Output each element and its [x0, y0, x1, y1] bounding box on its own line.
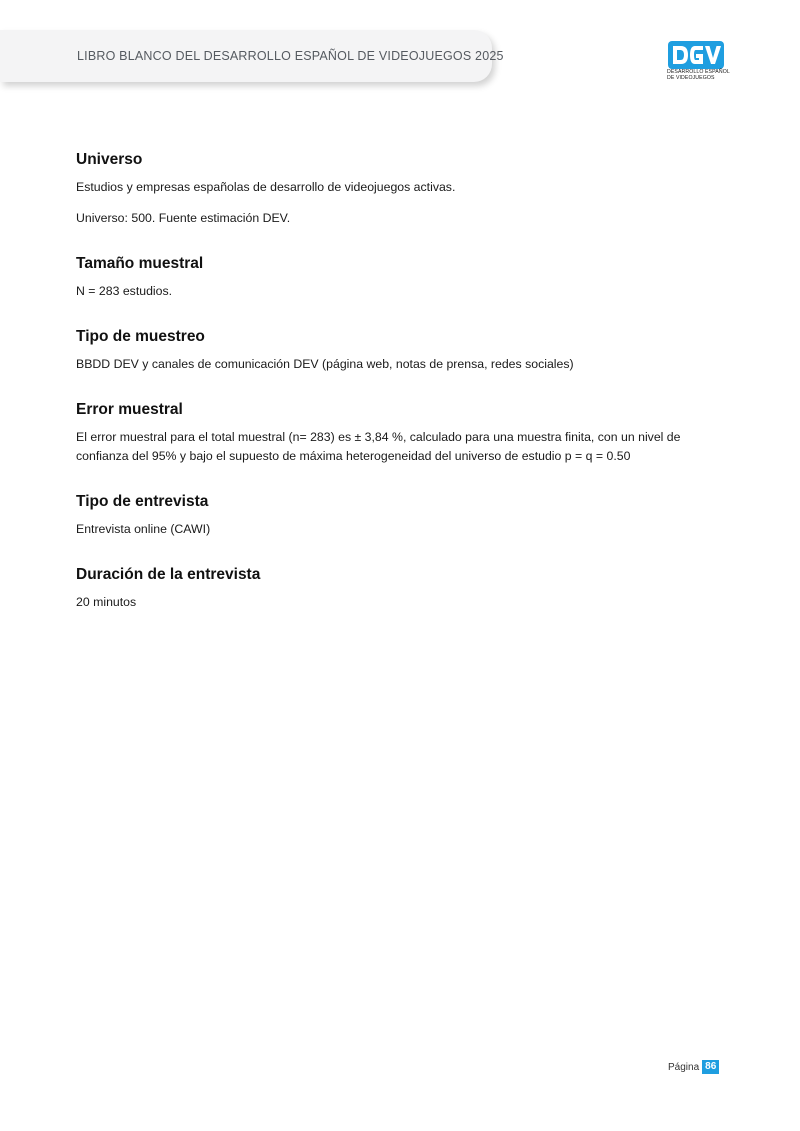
page-footer [668, 1060, 719, 1074]
document-title: LIBRO BLANCO DEL DESARROLLO ESPAÑOL DE VIDEOJUEGOS 2025 [77, 49, 504, 63]
dev-logo-subtitle [667, 69, 730, 81]
section-heading: Duración de la entrevista [76, 566, 261, 583]
logo-subtitle-line2: DE VIDEOJUEGOS [667, 74, 715, 81]
dev-logo [667, 41, 730, 83]
section-paragraph: Entrevista online (CAWI) [76, 522, 211, 536]
section-heading: Tipo de muestreo [76, 328, 205, 345]
section-error-muestral [76, 400, 724, 466]
section-duracion-entrevista [76, 565, 724, 612]
section-paragraph: Universo: 500. Fuente estimación DEV. [76, 211, 291, 225]
main-content [76, 150, 724, 638]
section-paragraph: Estudios y empresas españolas de desarrollo de videojuegos activas. [76, 180, 456, 194]
page-number-badge: 86 [702, 1060, 719, 1074]
section-tipo-de-entrevista [76, 492, 724, 539]
logo-subtitle-line1: DESARROLLO ESPAÑOL [667, 69, 730, 75]
section-paragraph: 20 minutos [76, 595, 137, 609]
section-universo [76, 150, 724, 228]
section-heading: Tamaño muestral [76, 255, 204, 272]
section-paragraph: BBDD DEV y canales de comunicación DEV (página web, notas de prensa, redes sociales) [76, 357, 574, 371]
section-tipo-de-muestreo [76, 327, 724, 374]
section-paragraph: El error muestral para el total muestral (n= 283) es ± 3,84 %, calculado para una muestra finita, con un nivel de confianza del 95% y bajo el supuesto de máxima heterogeneidad del universo de estudio p = q = 0.50 [76, 430, 681, 463]
dev-logo-mark [668, 41, 724, 69]
section-heading: Error muestral [76, 401, 183, 418]
section-heading: Tipo de entrevista [76, 493, 209, 510]
page-label: Página [668, 1061, 700, 1073]
section-paragraph: N = 283 estudios. [76, 284, 173, 298]
dev-logo-icon [668, 41, 724, 69]
section-heading: Universo [76, 151, 143, 168]
section-tamano-muestral [76, 254, 724, 301]
